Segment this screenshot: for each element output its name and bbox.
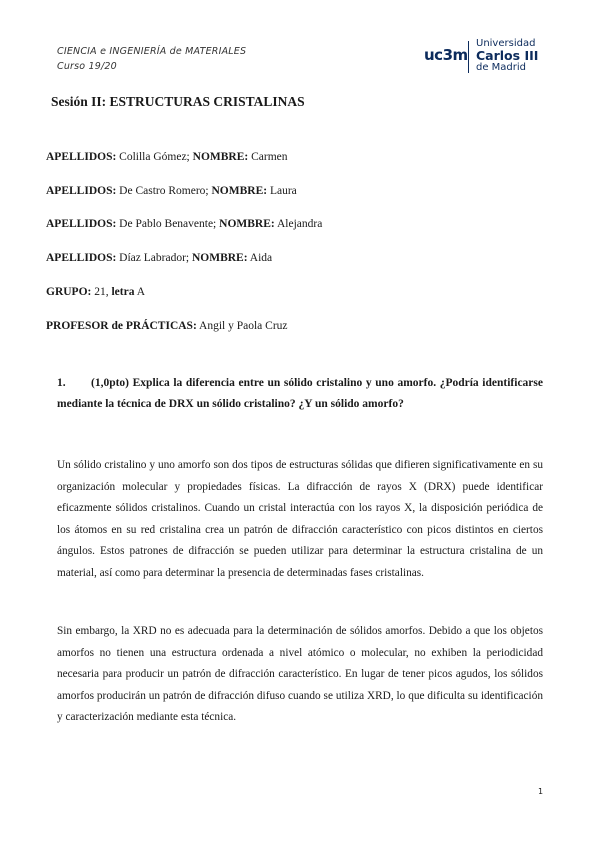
student-line — [46, 185, 297, 197]
course-header — [57, 44, 246, 74]
nombre-value: Alejandra — [274, 218, 323, 230]
apellidos-label: APELLIDOS: — [46, 185, 117, 197]
student-line — [46, 252, 272, 264]
professor-line — [46, 320, 288, 332]
group-line — [46, 286, 145, 298]
nombre-value: Laura — [267, 185, 297, 197]
answer-paragraph: Un sólido cristalino y uno amorfo son dos tipos de estructuras sólidas que difieren significativamente en su organización molecular y propiedades físicas. La difracción de rayos X (DRX) puede identificar eficazmente sólidos cristalinos. Cuando un cristal interactúa con los rayos X, la disposición periódica de los átomos en su red cristalina crea un patrón de difracción característico con picos distintos en ciertos ángulos. Estos patrones de difracción se pueden utilizar para determinar la estructura cristalina de un material, así como para determinar la presencia de determinadas fases cristalinas. — [57, 459, 543, 579]
session-title: Sesión II: ESTRUCTURAS CRISTALINAS — [51, 94, 305, 109]
nombre-label: NOMBRE: — [191, 252, 248, 264]
professor-value: Angil y Paola Cruz — [196, 320, 288, 332]
student-line — [46, 218, 322, 230]
grupo-value: 21, — [91, 286, 112, 298]
page-number: 1 — [538, 787, 544, 796]
course-year: Curso 19/20 — [57, 61, 117, 72]
question-1 — [57, 373, 543, 415]
nombre-value: Carmen — [248, 151, 288, 163]
logo-line-1: Universidad — [476, 38, 536, 49]
apellidos-label: APELLIDOS: — [46, 218, 117, 230]
professor-label: PROFESOR de PRÁCTICAS: — [46, 320, 197, 332]
nombre-label: NOMBRE: — [211, 185, 268, 197]
answer-paragraph: Sin embargo, la XRD no es adecuada para la determinación de sólidos amorfos. Debido a que los objetos amorfos no tienen una estructura ordenada a nivel atómico o molecular, no exhiben la periodicidad necesaria para producir un patrón de difracción característico. En lugar de tener picos agudos, los sólidos amorfos producirán un patrón de difracción difuso cuando se utiliza XRD, lo que dificulta su identificación y caracterización mediante esta técnica. — [57, 625, 543, 723]
student-line — [46, 151, 288, 163]
question-number: 1. — [57, 377, 66, 389]
apellidos-label: APELLIDOS: — [46, 252, 117, 264]
logo-divider — [468, 41, 469, 73]
logo-line-3: de Madrid — [476, 62, 527, 73]
logo-line-2: Carlos III — [476, 48, 539, 63]
letra-label: letra — [111, 286, 135, 298]
apellidos-value: Díaz Labrador; — [116, 252, 192, 264]
letra-value: A — [134, 286, 146, 298]
uc3m-logo — [424, 38, 544, 78]
nombre-label: NOMBRE: — [192, 151, 249, 163]
apellidos-value: De Castro Romero; — [116, 185, 212, 197]
logo-short: uc3m — [424, 46, 468, 64]
question-text: (1,0pto) Explica la diferencia entre un sólido cristalino y uno amorfo. ¿Podría identificarse mediante la técnica de DRX un sólido cristalino? ¿Y un sólido amorfo? — [57, 377, 543, 410]
apellidos-label: APELLIDOS: — [46, 151, 117, 163]
apellidos-value: De Pablo Benavente; — [116, 218, 220, 230]
apellidos-value: Colilla Gómez; — [116, 151, 193, 163]
nombre-value: Aida — [247, 252, 273, 264]
grupo-label: GRUPO: — [46, 286, 92, 298]
course-name: CIENCIA e INGENIERÍA de MATERIALES — [57, 46, 247, 57]
logo-university-name — [476, 38, 538, 74]
nombre-label: NOMBRE: — [219, 218, 275, 230]
